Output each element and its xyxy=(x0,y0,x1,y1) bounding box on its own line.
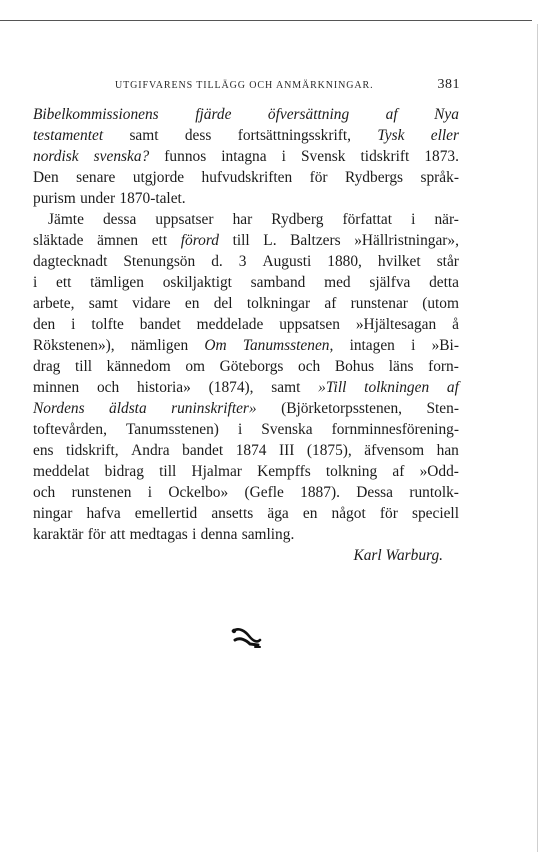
word: Sten- xyxy=(426,400,459,417)
text-line xyxy=(33,356,459,377)
word: å xyxy=(452,316,459,333)
word: släktade xyxy=(33,232,84,249)
word: toftevården, xyxy=(33,421,107,438)
italic-word: öfversättning xyxy=(267,106,350,123)
word: tolkningar xyxy=(246,295,311,312)
word: medtagas xyxy=(129,526,188,543)
word: i xyxy=(71,316,76,333)
word: ett xyxy=(56,274,72,291)
word: (Björketorpsstenen, xyxy=(281,400,403,417)
word: bandet xyxy=(182,442,224,459)
italic-word: testamentet xyxy=(33,127,104,144)
word: Stenungsön xyxy=(123,253,196,270)
word: och xyxy=(298,358,321,375)
word: ningar xyxy=(33,505,73,522)
word: tidskrift xyxy=(360,148,410,165)
text-line xyxy=(33,272,459,293)
word: Göteborgs xyxy=(219,358,284,375)
word: detta xyxy=(429,274,459,291)
word: hafva xyxy=(86,505,121,522)
word: själfva xyxy=(369,274,411,291)
word: Rydbergs xyxy=(344,169,404,186)
text-line xyxy=(33,146,459,167)
word: historia» xyxy=(136,379,191,396)
word: Ockelbo» xyxy=(168,484,229,501)
word: (1874), xyxy=(208,379,254,396)
italic-word: Tysk xyxy=(377,127,405,144)
word: Svensk xyxy=(300,148,346,165)
word: tolfte xyxy=(91,316,124,333)
word: i xyxy=(281,148,286,165)
word: (utom xyxy=(422,295,459,312)
word: L. xyxy=(263,232,277,249)
word: funnos xyxy=(164,148,207,165)
text-line xyxy=(33,503,459,524)
word: den xyxy=(33,316,56,333)
word: intagen xyxy=(349,337,395,354)
text-line xyxy=(33,167,459,188)
word: han xyxy=(436,442,459,459)
word: 1870-talet. xyxy=(119,190,186,207)
word: arbete, xyxy=(33,295,75,312)
italic-word: Nordens xyxy=(33,400,85,417)
word: i xyxy=(33,274,38,291)
word: samt xyxy=(129,127,159,144)
word: del xyxy=(213,295,233,312)
word: att xyxy=(109,526,126,543)
text-line xyxy=(33,440,459,461)
word: Bohus xyxy=(334,358,375,375)
word: fortsättningsskrift, xyxy=(237,127,351,144)
word: runstenar xyxy=(350,295,408,312)
word: Tanumsstenen) xyxy=(125,421,219,438)
text-line xyxy=(33,461,459,482)
word: Dessa xyxy=(356,484,394,501)
word: senare xyxy=(76,169,116,186)
signature-line xyxy=(33,545,459,566)
word: dess xyxy=(184,127,212,144)
word: »Odd- xyxy=(419,463,459,480)
word: bandet xyxy=(139,316,181,333)
word: en xyxy=(302,505,318,522)
word: utgjorde xyxy=(132,169,185,186)
word: Svenska xyxy=(261,421,313,438)
italic-word: förord xyxy=(180,232,219,249)
text-line xyxy=(33,293,459,314)
word: runstenen xyxy=(71,484,132,501)
italic-word: nordisk xyxy=(33,148,79,165)
italic-word: fjärde xyxy=(195,106,232,123)
word: till xyxy=(74,358,93,375)
word: emellertid xyxy=(134,505,198,522)
word: står xyxy=(436,253,459,270)
word: Den xyxy=(33,169,59,186)
italic-word: runinskrifter» xyxy=(171,400,257,417)
word: ansetts xyxy=(211,505,254,522)
word: 3 xyxy=(238,253,247,270)
word: (Gefle xyxy=(244,484,284,501)
word: meddelade xyxy=(196,316,264,333)
word: intagna xyxy=(221,148,267,165)
word: författat xyxy=(342,211,393,228)
body-text xyxy=(33,104,459,566)
italic-word: af xyxy=(446,379,459,396)
word: Kempffs xyxy=(257,463,311,480)
word: III xyxy=(278,442,295,459)
word: 1887). xyxy=(300,484,340,501)
word: Rydberg xyxy=(271,211,324,228)
word: Augusti xyxy=(262,253,312,270)
word: om xyxy=(185,358,205,375)
word: Rökstenen»), xyxy=(33,337,115,354)
word: »Bi- xyxy=(431,337,459,354)
word: Hjalmar xyxy=(191,463,242,480)
word: fornminnesförening- xyxy=(331,421,459,438)
word: i xyxy=(147,484,153,501)
word: meddelat xyxy=(33,463,90,480)
word: af xyxy=(392,463,405,480)
word: en xyxy=(184,295,200,312)
word: nämligen xyxy=(130,337,189,354)
word: vidare xyxy=(132,295,171,312)
word: har xyxy=(232,211,253,228)
word: ens xyxy=(33,442,54,459)
word: purism xyxy=(33,190,76,207)
word: dessa xyxy=(102,211,137,228)
word: af xyxy=(324,295,337,312)
text-line xyxy=(33,230,459,251)
word: för xyxy=(309,169,328,186)
page-edge xyxy=(537,24,538,852)
word: 1874 xyxy=(235,442,267,459)
word: när- xyxy=(434,211,459,228)
italic-word: Bibelkommissionens xyxy=(33,106,159,123)
top-rule xyxy=(0,20,532,21)
word: drag xyxy=(33,358,61,375)
word: Baltzers xyxy=(290,232,341,249)
word: kännedom xyxy=(106,358,171,375)
word: samband xyxy=(250,274,306,291)
italic-word: af xyxy=(385,106,398,123)
italic-word: eller xyxy=(430,127,459,144)
word: Jämte xyxy=(48,211,84,228)
word: d. xyxy=(211,253,223,270)
text-line xyxy=(33,209,459,230)
word: »Hällristningar», xyxy=(354,232,459,249)
running-title: UTGIFVARENS TILLÄGG OCH ANMÄRKNINGAR. xyxy=(115,80,374,91)
text-line xyxy=(33,398,459,419)
word: tidskrift, xyxy=(66,442,119,459)
word: 1880, xyxy=(327,253,362,270)
word: oskiljaktigt xyxy=(162,274,232,291)
word: hvilket xyxy=(377,253,421,270)
word: ämnen xyxy=(97,232,139,249)
word: samling. xyxy=(241,526,295,543)
text-line xyxy=(33,104,459,125)
page-number: 381 xyxy=(437,77,460,92)
word: till xyxy=(159,463,177,480)
word: för xyxy=(87,526,106,543)
italic-word: »Till xyxy=(318,379,347,396)
word: forn- xyxy=(428,358,459,375)
italic-word: äldsta xyxy=(109,400,147,417)
text-line xyxy=(33,188,459,209)
signature: Karl Warburg. xyxy=(353,547,443,564)
text-line xyxy=(33,251,459,272)
word: »Hjältesagan xyxy=(355,316,437,333)
word: till xyxy=(232,232,250,249)
text-line xyxy=(33,125,459,146)
word: denna xyxy=(200,526,238,543)
word: under xyxy=(80,190,116,207)
word: äfvensom xyxy=(364,442,425,459)
word: äga xyxy=(267,505,289,522)
word: läns xyxy=(388,358,414,375)
text-line xyxy=(33,377,459,398)
italic-word: tolkningen xyxy=(364,379,430,396)
word: bidrag xyxy=(104,463,144,480)
word: och xyxy=(96,379,120,396)
word: ett xyxy=(151,232,168,249)
word: i xyxy=(237,421,243,438)
word: och xyxy=(33,484,56,501)
word: tolkning xyxy=(325,463,378,480)
word: i xyxy=(192,526,197,543)
word: i xyxy=(411,211,416,228)
word: samt xyxy=(88,295,118,312)
text-line xyxy=(33,335,459,356)
italic-word: Tanumsstenen, xyxy=(242,337,334,354)
word: för xyxy=(379,505,398,522)
word: något xyxy=(331,505,366,522)
word: dagtecknadt xyxy=(33,253,108,270)
word: språk- xyxy=(420,169,459,186)
word: runtolk- xyxy=(409,484,459,501)
word: karaktär xyxy=(33,526,84,543)
word: tämligen xyxy=(90,274,144,291)
text-line xyxy=(33,524,459,545)
text-line xyxy=(33,314,459,335)
word: Andra xyxy=(131,442,170,459)
word: speciell xyxy=(411,505,459,522)
italic-word: Om xyxy=(204,337,227,354)
word: 1873. xyxy=(424,148,459,165)
word: uppsatsen xyxy=(279,316,340,333)
word: med xyxy=(324,274,351,291)
text-line xyxy=(33,482,459,503)
fleuron-ornament-icon xyxy=(229,625,263,651)
text-line xyxy=(33,419,459,440)
word: i xyxy=(411,337,416,354)
italic-word: Nya xyxy=(434,106,459,123)
italic-word: svenska? xyxy=(93,148,150,165)
running-head xyxy=(115,77,515,97)
word: uppsatser xyxy=(155,211,214,228)
word: (1875), xyxy=(306,442,352,459)
word: hufvudskriften xyxy=(201,169,293,186)
word: samt xyxy=(271,379,301,396)
word: minnen xyxy=(33,379,80,396)
